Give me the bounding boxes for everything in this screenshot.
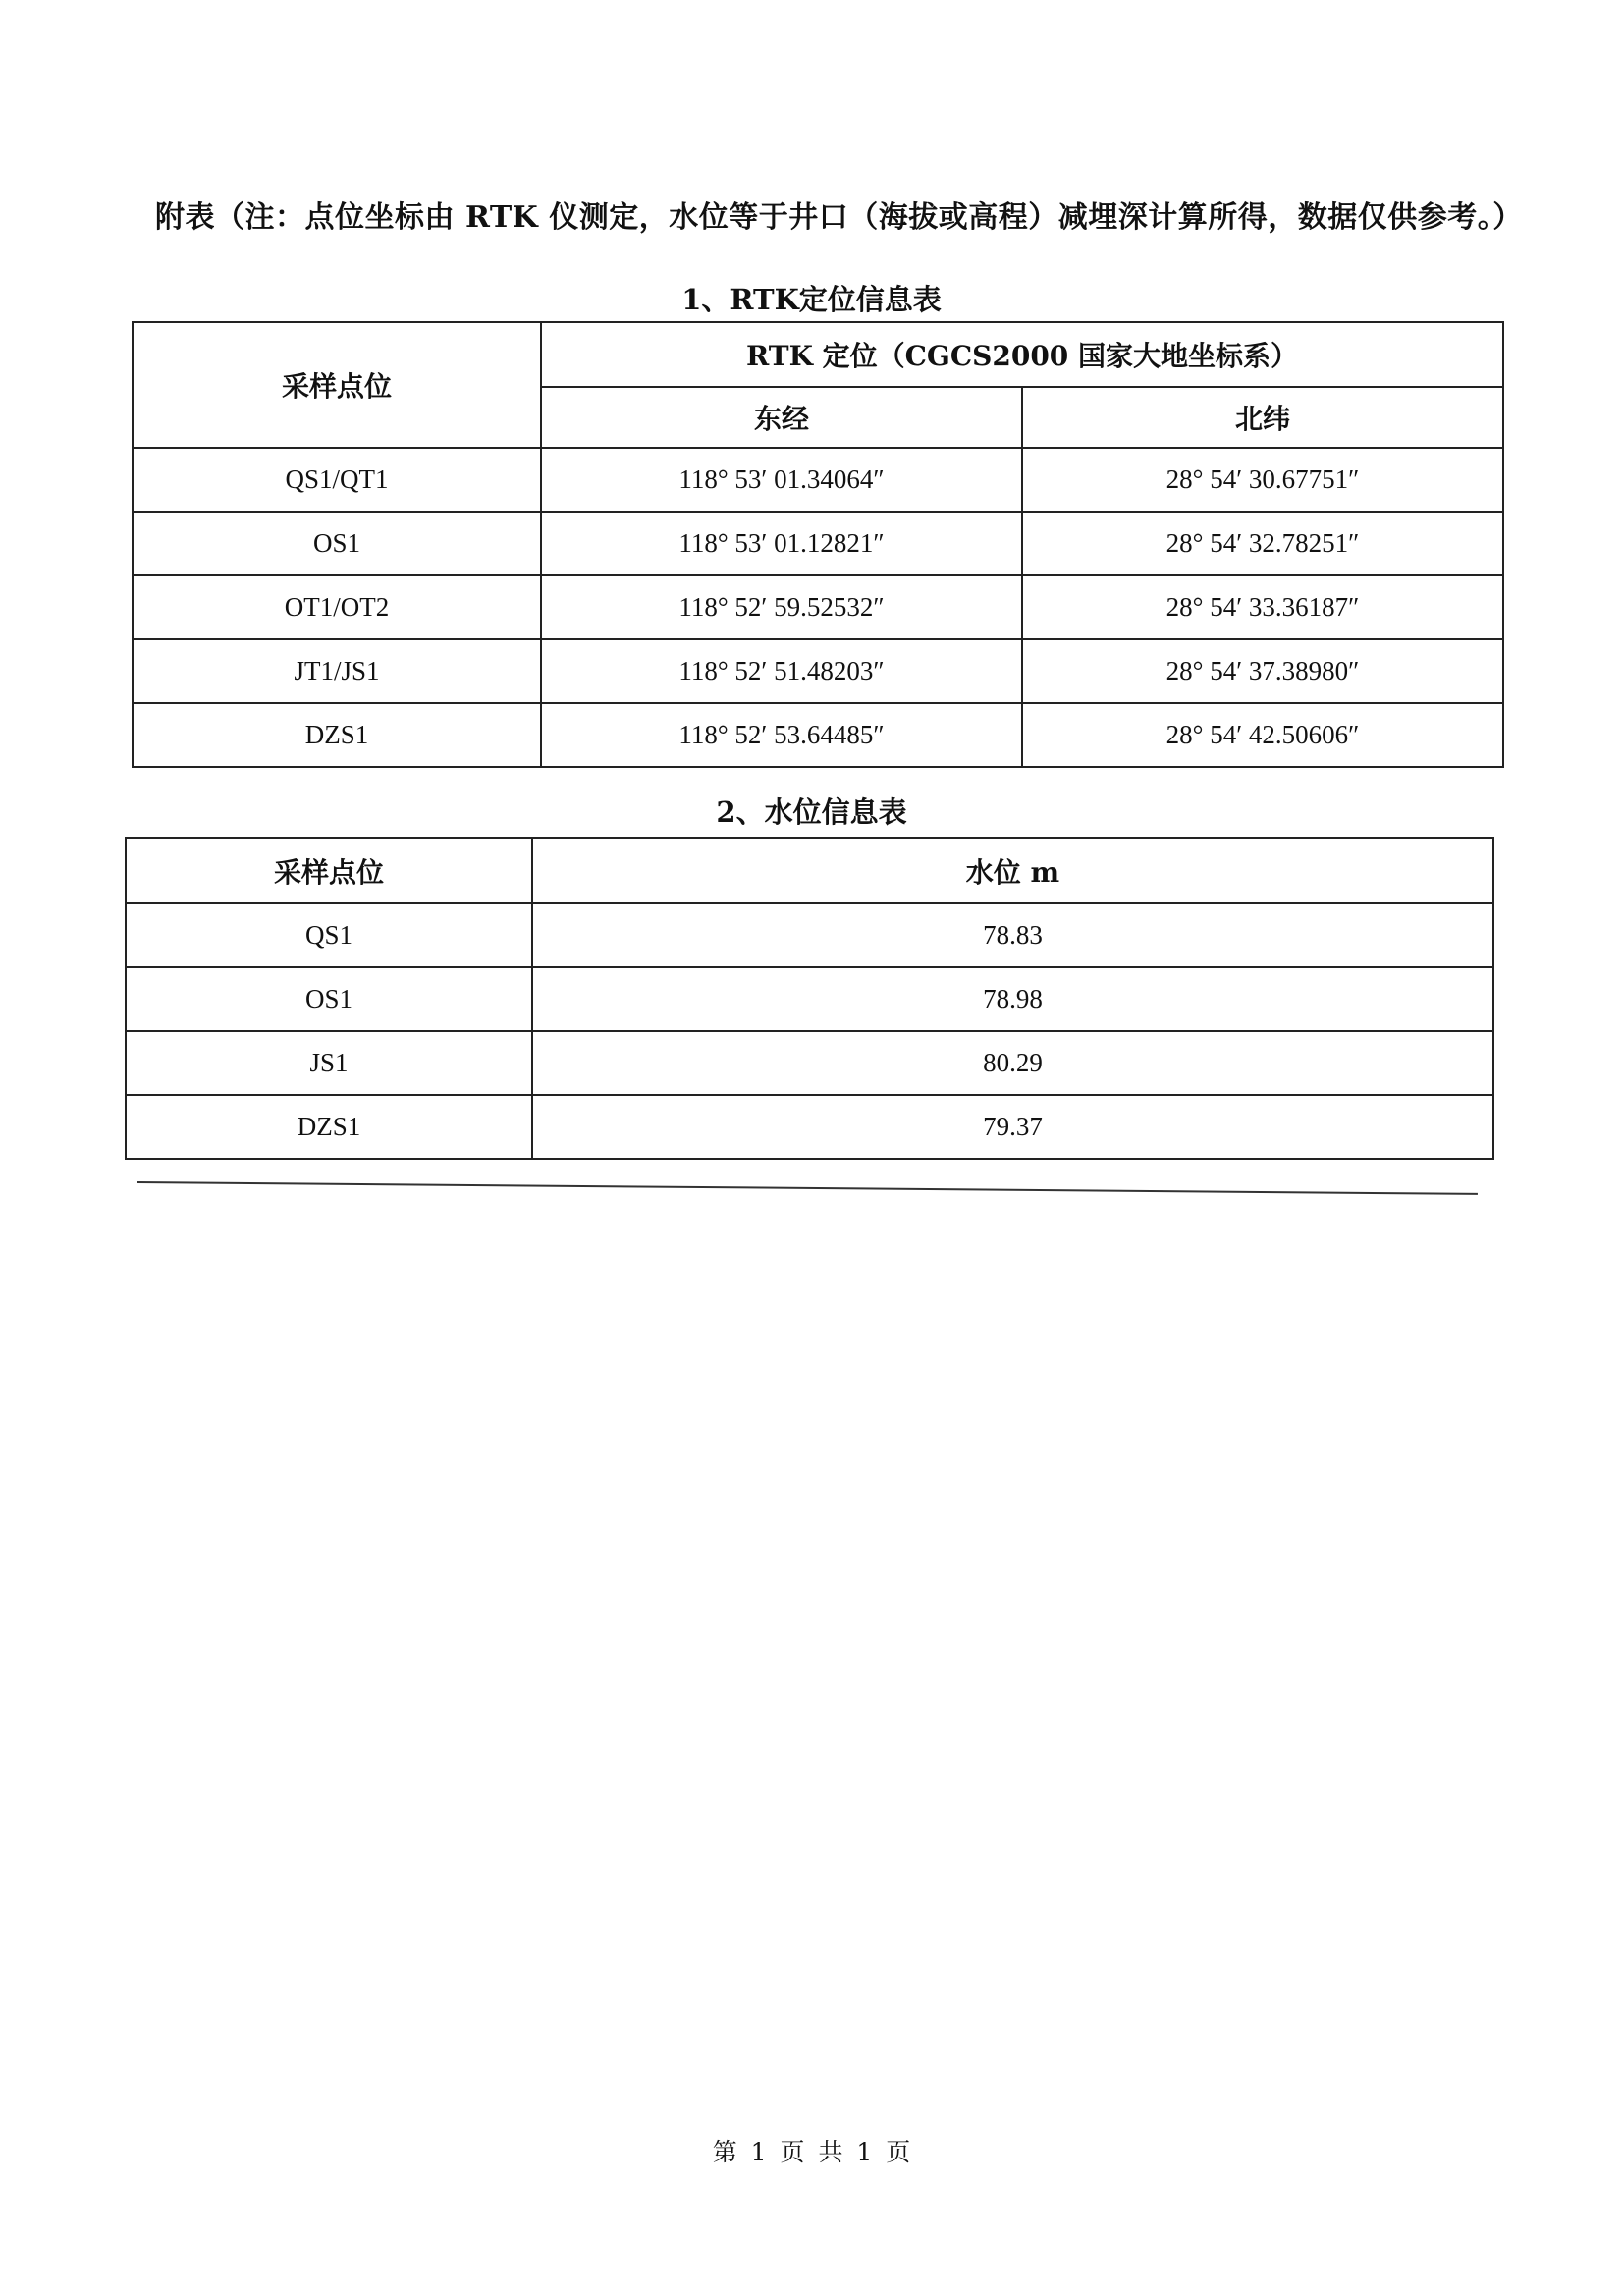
rtk-location-table [132,321,1504,768]
table1-caption: 1、RTK定位信息表 [681,283,942,316]
site-cell: JS1 [126,1031,532,1095]
latitude-cell: 28° 54′ 30.67751″ [1022,448,1503,512]
horizontal-rule [137,1181,1478,1195]
site-cell: DZS1 [133,703,541,767]
site-cell: OS1 [133,512,541,575]
latitude-cell: 28° 54′ 33.36187″ [1022,575,1503,639]
latitude-cell: 28° 54′ 42.50606″ [1022,703,1503,767]
longitude-cell: 118° 52′ 53.64485″ [541,703,1022,767]
longitude-cell: 118° 52′ 51.48203″ [541,639,1022,703]
longitude-cell: 118° 52′ 59.52532″ [541,575,1022,639]
site-cell: QS1/QT1 [133,448,541,512]
table-row [133,512,1503,575]
table-row [133,639,1503,703]
header-water-level: 水位 m [532,838,1493,903]
water-level-cell: 79.37 [532,1095,1493,1159]
water-level-table [125,837,1494,1160]
header-rtk-group: RTK 定位（CGCS2000 国家大地坐标系） [541,322,1503,387]
longitude-cell: 118° 53′ 01.34064″ [541,448,1022,512]
header-site: 采样点位 [126,838,532,903]
longitude-cell: 118° 53′ 01.12821″ [541,512,1022,575]
header-site: 采样点位 [133,322,541,448]
water-level-cell: 78.83 [532,903,1493,967]
water-level-cell: 80.29 [532,1031,1493,1095]
water-level-cell: 78.98 [532,967,1493,1031]
site-cell: JT1/JS1 [133,639,541,703]
latitude-cell: 28° 54′ 37.38980″ [1022,639,1503,703]
site-cell: QS1 [126,903,532,967]
table-row [133,575,1503,639]
latitude-cell: 28° 54′ 32.78251″ [1022,512,1503,575]
table-row [126,1095,1493,1159]
table2-caption: 2、水位信息表 [716,795,907,829]
site-cell: OT1/OT2 [133,575,541,639]
table-row [133,448,1503,512]
header-longitude: 东经 [541,387,1022,448]
table-row [126,903,1493,967]
table-row [133,703,1503,767]
table-row [126,967,1493,1031]
table-row [126,1031,1493,1095]
appendix-note: 附表（注：点位坐标由 RTK 仪测定，水位等于井口（海拔或高程）减埋深计算所得，数据仅供参考。） [155,200,1523,235]
site-cell: DZS1 [126,1095,532,1159]
header-latitude: 北纬 [1022,387,1503,448]
site-cell: OS1 [126,967,532,1031]
page-footer: 第 1 页 共 1 页 [712,2138,911,2166]
